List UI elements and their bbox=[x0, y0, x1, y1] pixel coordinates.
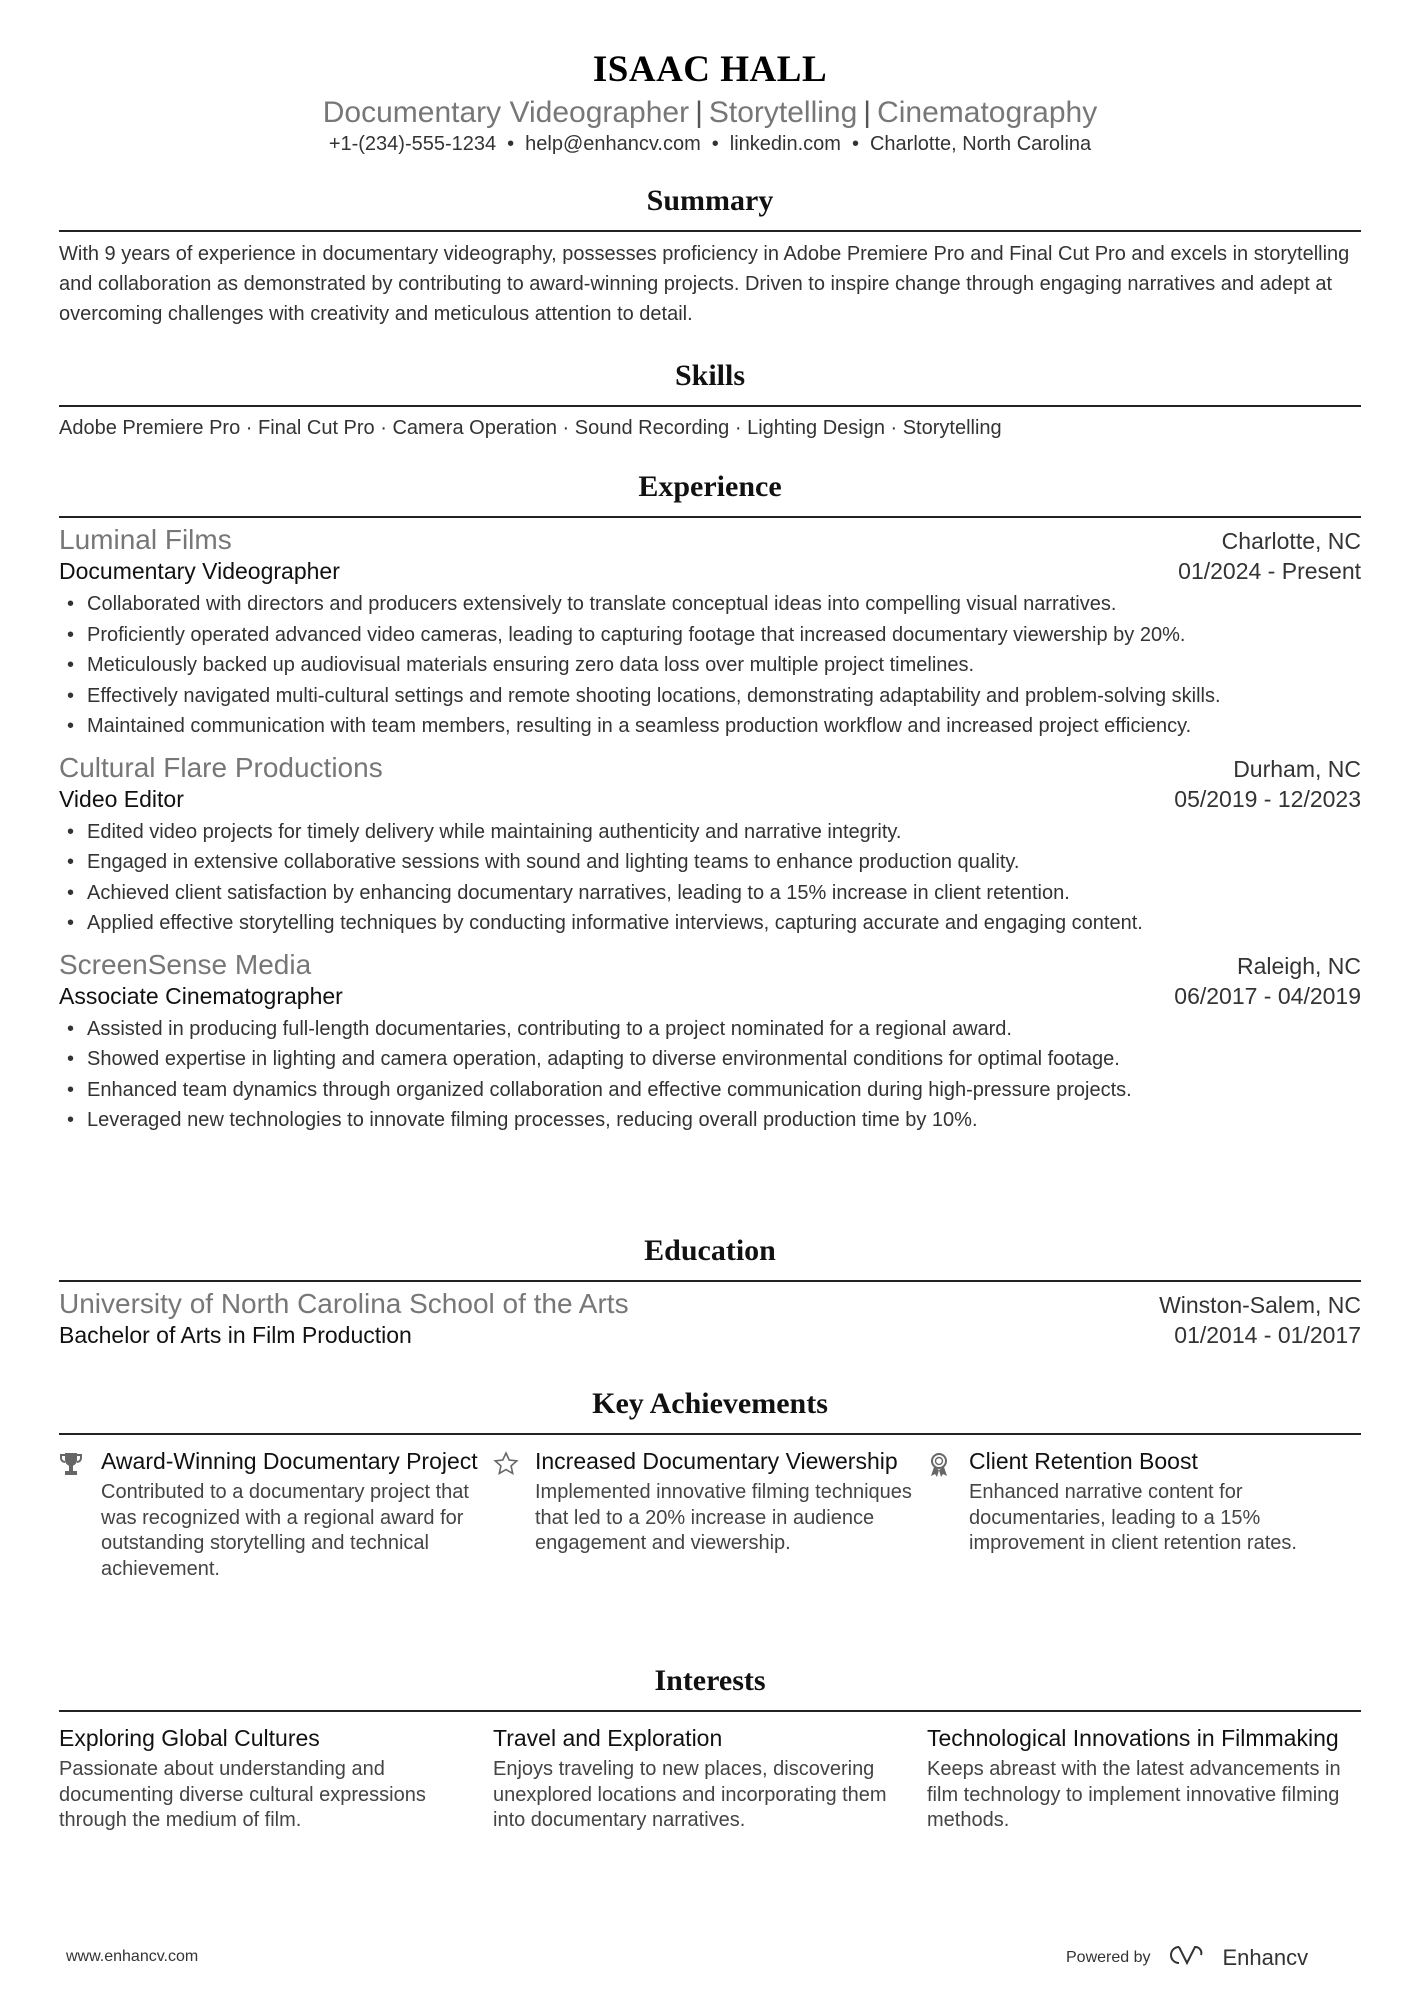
school-location: Winston-Salem, NC bbox=[1159, 1292, 1361, 1318]
achievement-desc: Contributed to a documentary project that was recognized with a regional award for outstanding storytelling and technical achievement. bbox=[101, 1481, 469, 1580]
section-heading: Experience bbox=[638, 470, 782, 503]
section-heading: Summary bbox=[646, 184, 774, 217]
achievements-section bbox=[59, 1386, 1361, 1582]
job-bullet: • Effectively navigated multi-cultural settings and remote shooting locations, demonstrating adaptability and problem-solving skills. bbox=[59, 681, 1361, 712]
job-dates: 01/2024 - Present bbox=[1178, 558, 1361, 584]
job-bullet: • Meticulously backed up audiovisual materials ensuring zero data loss over multiple project timelines. bbox=[59, 650, 1361, 681]
summary-section bbox=[59, 183, 1361, 329]
job-bullet: • Edited video projects for timely delivery while maintaining authenticity and narrative integrity. bbox=[59, 817, 1361, 848]
star-icon bbox=[493, 1447, 535, 1582]
interest-title: Exploring Global Cultures bbox=[59, 1725, 320, 1751]
interest-desc: Enjoys traveling to new places, discovering unexplored locations and incorporating them into documentary narratives. bbox=[493, 1758, 887, 1832]
education-dates: 01/2014 - 01/2017 bbox=[1174, 1322, 1361, 1348]
interest-title: Technological Innovations in Filmmaking bbox=[927, 1725, 1339, 1751]
enhancv-logo-icon bbox=[1165, 1944, 1209, 1971]
job-location: Raleigh, NC bbox=[1237, 952, 1361, 979]
job-bullet: • Assisted in producing full-length documentaries, contributing to a project nominated for a regional award. bbox=[59, 1014, 1361, 1045]
job-location: Durham, NC bbox=[1233, 755, 1361, 782]
job-bullet: • Showed expertise in lighting and camera operation, adapting to diverse environmental conditions for optimal footage. bbox=[59, 1044, 1361, 1075]
interest-item bbox=[59, 1724, 493, 1834]
headline-part: Documentary Videographer bbox=[322, 96, 690, 129]
powered-by bbox=[1066, 1944, 1308, 1971]
section-heading: Skills bbox=[674, 359, 746, 392]
company-name: ScreenSense Media bbox=[59, 948, 312, 980]
education-section bbox=[59, 1233, 1361, 1349]
divider bbox=[59, 405, 1361, 407]
experience-section bbox=[59, 469, 1361, 1136]
enhancv-brand: Enhancv bbox=[1222, 1944, 1309, 1970]
separator: | bbox=[695, 96, 703, 129]
section-heading: Key Achievements bbox=[592, 1387, 828, 1420]
contact-info bbox=[59, 133, 1361, 156]
company-name: Luminal Films bbox=[59, 524, 232, 555]
candidate-name: ISAAC HALL bbox=[592, 49, 828, 90]
linkedin-link[interactable]: linkedin.com bbox=[729, 133, 841, 155]
divider bbox=[59, 1280, 1361, 1282]
job-bullet: • Collaborated with directors and producers extensively to translate conceptual ideas into compelling visual narratives. bbox=[59, 589, 1361, 620]
powered-by-label: Powered by bbox=[1066, 1948, 1151, 1966]
achievement-title: Client Retention Boost bbox=[969, 1448, 1198, 1474]
trophy-icon bbox=[59, 1447, 101, 1582]
job-bullet: • Leveraged new technologies to innovate filming processes, reducing overall production time by 10%. bbox=[59, 1105, 1361, 1136]
footer-website[interactable]: www.enhancv.com bbox=[66, 1948, 199, 1965]
job-entry bbox=[59, 524, 1361, 742]
achievement-desc: Enhanced narrative content for documentaries, leading to a 15% improvement in client retention rates. bbox=[969, 1481, 1297, 1555]
skills-section bbox=[59, 358, 1361, 443]
job-entry bbox=[59, 949, 1361, 1136]
job-bullet: • Engaged in extensive collaborative sessions with sound and lighting teams to enhance production quality. bbox=[59, 847, 1361, 878]
email-link[interactable]: help@enhancv.com bbox=[525, 133, 701, 155]
job-dates: 05/2019 - 12/2023 bbox=[1174, 785, 1361, 812]
medal-icon bbox=[927, 1447, 969, 1582]
divider bbox=[59, 516, 1361, 518]
location: Charlotte, North Carolina bbox=[869, 133, 1092, 155]
headline-part: Storytelling bbox=[708, 96, 858, 129]
job-bullet: • Proficiently operated advanced video cameras, leading to capturing footage that increased documentary viewership by 20%. bbox=[59, 620, 1361, 651]
achievement-title: Increased Documentary Viewership bbox=[535, 1448, 898, 1474]
job-title: Video Editor bbox=[59, 785, 184, 812]
divider bbox=[59, 1710, 1361, 1712]
school-name: University of North Carolina School of the Arts bbox=[59, 1288, 629, 1319]
dot: • bbox=[851, 133, 859, 155]
job-bullet: • Enhanced team dynamics through organized collaboration and effective communication during high-pressure projects. bbox=[59, 1075, 1361, 1106]
dot: • bbox=[507, 133, 515, 155]
interest-item bbox=[927, 1724, 1361, 1834]
dot: • bbox=[711, 133, 719, 155]
job-bullet: • Achieved client satisfaction by enhancing documentary narratives, leading to a 15% increase in client retention. bbox=[59, 878, 1361, 909]
summary-text: With 9 years of experience in documentary videography, possesses proficiency in Adobe Premiere Pro and Final Cut Pro and excels in storytelling and collaboration as demonstrated by contributing to award-winning projects. Driven to inspire change through engaging narratives and adept at overcoming challenges with creativity and meticulous attention to detail. bbox=[59, 243, 1350, 325]
job-title: Associate Cinematographer bbox=[59, 982, 343, 1009]
section-heading: Education bbox=[644, 1234, 776, 1267]
job-location: Charlotte, NC bbox=[1221, 528, 1361, 554]
headline-part: Cinematography bbox=[877, 96, 1098, 129]
interest-desc: Keeps abreast with the latest advancements in film technology to implement innovative filming methods. bbox=[927, 1758, 1341, 1832]
achievement-item bbox=[927, 1447, 1361, 1582]
job-title: Documentary Videographer bbox=[59, 558, 340, 584]
achievement-title: Award-Winning Documentary Project bbox=[101, 1448, 478, 1474]
interest-item bbox=[493, 1724, 927, 1834]
achievement-item bbox=[493, 1447, 927, 1582]
skills-list: Adobe Premiere Pro · Final Cut Pro · Camera Operation · Sound Recording · Lighting Design · Storytelling bbox=[59, 417, 1002, 439]
job-entry bbox=[59, 752, 1361, 939]
company-name: Cultural Flare Productions bbox=[59, 751, 383, 783]
phone: +1-(234)-555-1234 bbox=[328, 133, 497, 155]
divider bbox=[59, 1433, 1361, 1435]
interest-desc: Passionate about understanding and documenting diverse cultural expressions through the medium of film. bbox=[59, 1758, 426, 1832]
achievement-item bbox=[59, 1447, 493, 1582]
job-bullet: • Applied effective storytelling techniques by conducting informative interviews, capturing accurate and engaging content. bbox=[59, 908, 1361, 939]
headline bbox=[59, 96, 1361, 130]
job-dates: 06/2017 - 04/2019 bbox=[1174, 982, 1361, 1009]
interests-section bbox=[59, 1663, 1361, 1834]
section-heading: Interests bbox=[654, 1664, 766, 1697]
separator: | bbox=[863, 96, 872, 129]
job-bullet: • Maintained communication with team members, resulting in a seamless production workflow and increased project efficiency. bbox=[59, 711, 1361, 742]
degree: Bachelor of Arts in Film Production bbox=[59, 1322, 412, 1348]
interest-title: Travel and Exploration bbox=[493, 1725, 723, 1751]
achievement-desc: Implemented innovative filming techniques that led to a 20% increase in audience engagement and viewership. bbox=[535, 1481, 912, 1555]
divider bbox=[59, 230, 1361, 232]
